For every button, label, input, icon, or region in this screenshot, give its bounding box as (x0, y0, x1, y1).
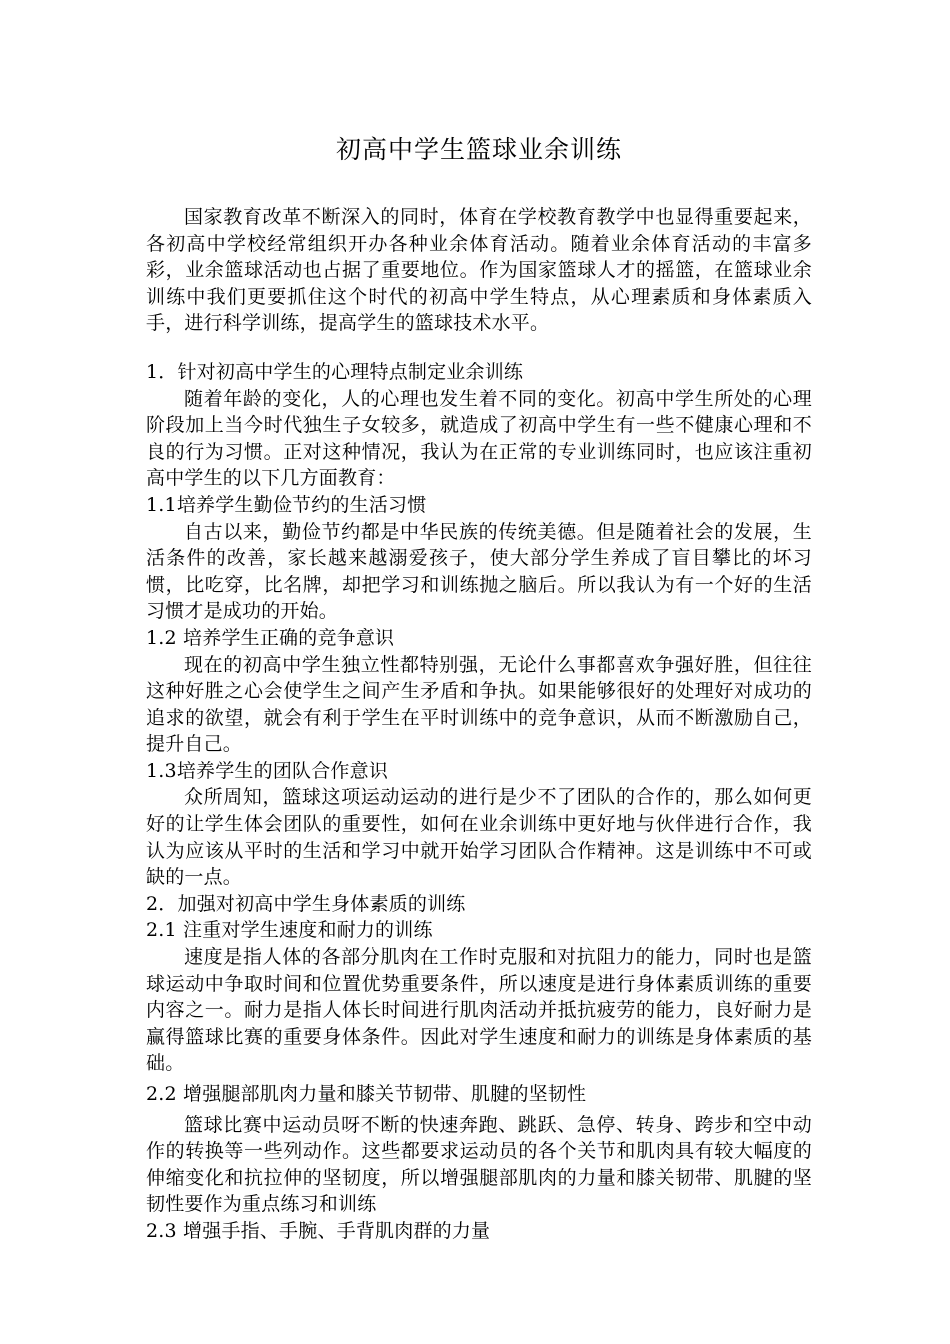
section-text-1-1: 自古以来，勤俭节约都是中华民族的传统美德。但是随着社会的发展，生活条件的改善，家长越来越溺爱孩子，使大部分学生养成了盲目攀比的坏习惯，比吃穿，比名牌，却把学习和训练抛之脑后。所以我认为有一个好的生活习惯才是成功的开始。 (146, 520, 812, 623)
section-heading-2-3: 2.3 增强手指、手腕、手背肌肉群的力量 (146, 1219, 491, 1242)
document-body (146, 204, 812, 1245)
document-title: 初高中学生篮球业余训练 (335, 135, 622, 164)
section-text-2-2: 篮球比赛中运动员呀不断的快速奔跑、跳跃、急停、转身、跨步和空中动作的转换等一些列动作。这些都要求运动员的各个关节和肌肉具有较大幅度的伸缩变化和抗拉伸的坚韧度，所以增强腿部肌肉的力量和膝关韧带、肌腱的坚韧性要作为重点练习和训练 (146, 1113, 812, 1216)
section-heading-1-2: 1.2 培养学生正确的竞争意识 (146, 626, 395, 649)
section-heading-1-3: 1.3培养学生的团队合作意识 (146, 759, 389, 782)
intro-paragraph: 国家教育改革不断深入的同时，体育在学校教育教学中也显得重要起来，各初高中学校经常组织开办各种业余体育活动。随着业余体育活动的丰富多彩，业余篮球活动也占据了重要地位。作为国家篮球人才的摇篮，在篮球业余训练中我们更要抓住这个时代的初高中学生特点，从心理素质和身体素质入手，进行科学训练，提高学生的篮球技术水平。 (146, 206, 812, 335)
section-heading-1-1: 1.1培养学生勤俭节约的生活习惯 (146, 493, 427, 516)
section-heading-2: 2．加强对初高中学生身体素质的训练 (146, 892, 466, 915)
section-text-1-2: 现在的初高中学生独立性都特别强，无论什么事都喜欢争强好胜，但往往这种好胜之心会使学生之间产生矛盾和争执。如果能够很好的处理好对成功的追求的欲望，就会有利于学生在平时训练中的竞争意识，从而不断激励自己，提升自己。 (146, 653, 812, 756)
section-heading-2-1: 2.1 注重对学生速度和耐力的训练 (146, 919, 433, 942)
section-text-1: 随着年龄的变化，人的心理也发生着不同的变化。初高中学生所处的心理阶段加上当今时代独生子女较多，就造成了初高中学生有一些不健康心理和不良的行为习惯。正对这种情况，我认为在正常的专业训练同时，也应该注重初高中学生的以下几方面教育： (146, 387, 812, 490)
document-page (146, 130, 812, 1245)
section-heading-1: 1．针对初高中学生的心理特点制定业余训练 (146, 360, 524, 383)
section-text-2-1: 速度是指人体的各部分肌肉在工作时克服和对抗阻力的能力，同时也是篮球运动中争取时间和位置优势重要条件，所以速度是进行身体素质训练的重要内容之一。耐力是指人体长时间进行肌肉活动并抵抗疲劳的能力，良好耐力是赢得篮球比赛的重要身体条件。因此对学生速度和耐力的训练是身体素质的基础。 (146, 946, 812, 1075)
section-heading-2-2: 2.2 增强腿部肌肉力量和膝关节韧带、肌腱的坚韧性 (146, 1083, 587, 1105)
section-text-1-3: 众所周知，篮球这项运动运动的进行是少不了团队的合作的，那么如何更好的让学生体会团队的重要性，如何在业余训练中更好地与伙伴进行合作，我认为应该从平时的生活和学习中就开始学习团队合作精神。这是训练中不可或缺的一点。 (146, 786, 812, 889)
